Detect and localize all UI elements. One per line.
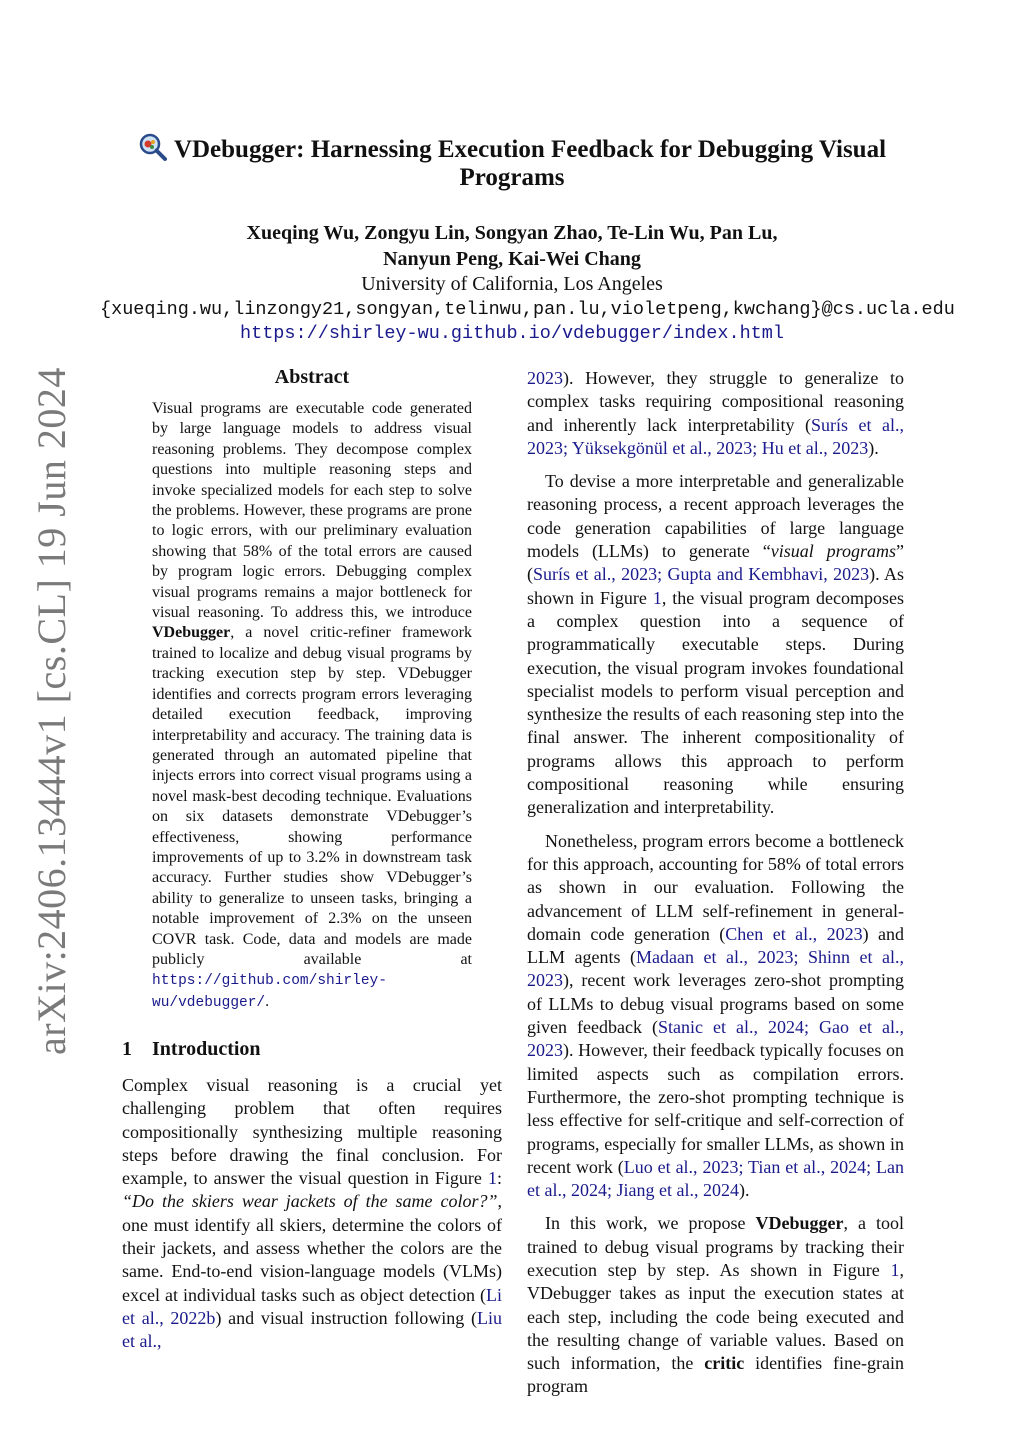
figure-1-ref-3[interactable]: 1: [890, 1259, 900, 1280]
figure-1-ref[interactable]: 1: [487, 1168, 497, 1189]
title-block: [100, 132, 955, 346]
intro-paragraph-1-continued: 2023). However, they struggle to generalize to complex tasks requiring compositional reasoning and inherently lack interpretability (Surís et al., 2023; Yüksekgönül et al., 2023; Hu et al., 2023).: [527, 368, 904, 458]
author-list: Xueqing Wu, Zongyu Lin, Songyan Zhao, Te-Lin Wu, Pan Lu, Nanyun Peng, Kai-Wei Chang: [246, 222, 778, 270]
example-question: “Do the skiers wear jackets of the same color?”: [122, 1191, 498, 1212]
project-url-line: [100, 322, 924, 346]
citation-liu-2023[interactable]: Liu et al.,: [122, 1307, 503, 1352]
critic-bold: critic: [704, 1353, 745, 1374]
intro-paragraph-1: Complex visual reasoning is a crucial yet challenging problem that often requires compositionally synthesizing multiple reasoning steps before drawing the final conclusion. For example, to answer the visual question in Figure 1: “Do the skiers wear jackets of the same color?”, one must identify all skiers, determine the colors of their jackets, and assess whether the colors are the same. End-to-end vision-language models (VLMs) excel at individual tasks such as object detection (Li et al., 2022b) and visual instruction following (Liu et al.,: [122, 1075, 503, 1352]
citation-liu-2023-year[interactable]: 2023: [527, 368, 563, 388]
code-repo-link[interactable]: https://github.com/shirley-wu/vdebugger/: [152, 973, 387, 1011]
section-number: 1: [122, 1038, 132, 1060]
vdebugger-bold: VDebugger: [755, 1213, 844, 1234]
citation-chen-2023[interactable]: Chen et al., 2023: [725, 923, 863, 944]
abstract-section: [152, 366, 472, 1013]
intro-paragraph-2: To devise a more interpretable and generalizable reasoning process, a recent approach leverages the code generation capabilities of large language models (LLMs) to generate “visual programs” (Surís et al., 2023; Gupta and Kembhavi, 2023). As shown in Figure 1, the visual program decomposes a complex question into a sequence of programmatically executable steps. During execution, the visual program invokes foundational specialist models to perform visual perception and synthesize the results of each reasoning step into the final answer. The inherent compositionality of programs allows this approach to perform compositional reasoning while ensuring generalization and interpretability.: [527, 471, 904, 818]
paper-title: VDebugger: Harnessing Execution Feedback for Debugging Visual Programs: [100, 132, 924, 192]
citation-stanic-gao[interactable]: Stanic et al., 2024; Gao et al., 2023: [527, 1017, 904, 1061]
citation-luo-tian-lan-jiang[interactable]: Luo et al., 2023; Tian et al., 2024; Lan et al., 2024; Jiang et al., 2024: [527, 1156, 904, 1201]
visual-programs-term: visual programs: [770, 541, 896, 562]
vdebugger-logo-icon: [138, 132, 168, 162]
citation-li-2022b[interactable]: Li et al., 2022b: [122, 1284, 502, 1328]
citation-suris-gupta[interactable]: Surís et al., 2023; Gupta and Kembhavi, 2023: [533, 564, 870, 585]
citation-madaan-shinn[interactable]: Madaan et al., 2023; Shinn et al., 2023: [527, 947, 904, 991]
intro-paragraph-4: In this work, we propose VDebugger, a tool trained to debug visual programs by tracking their execution step by step. As shown in Figure 1, VDebugger takes as input the execution states at each step, including the code being executed and the resulting change of variable values. Based on such information, the critic identifies fine-grain program: [527, 1213, 904, 1397]
author-emails: {xueqing.wu,linzongy21,songyan,telinwu,pan.lu,violetpeng,kwchang}@cs.ucla.edu: [100, 299, 955, 320]
intro-paragraph-3: Nonetheless, program errors become a bottleneck for this approach, accounting for 58% of total errors as shown in our evaluation. Following the advancement of LLM self-refinement in general-domain code generation (Chen et al., 2023) and LLM agents (Madaan et al., 2023; Shinn et al., 2023), recent work leverages zero-shot prompting of LLMs to debug visual programs based on some given feedback (Stanic et al., 2024; Gao et al., 2023). However, their feedback typically focuses on limited aspects such as compilation errors. Furthermore, the zero-shot prompting technique is less effective for self-critique and self-correction of programs, especially for smaller LLMs, as shown in recent work (Luo et al., 2023; Tian et al., 2024; Lan et al., 2024; Jiang et al., 2024).: [527, 830, 905, 1201]
project-url-link[interactable]: https://shirley-wu.github.io/vdebugger/index.html: [240, 323, 784, 344]
affiliation: University of California, Los Angeles: [361, 273, 663, 295]
abstract-heading: Abstract: [274, 366, 350, 388]
citation-suris-yuksekgonul-hu[interactable]: Surís et al., 2023; Yüksekgönül et al., 2023; Hu et al., 2023: [527, 414, 904, 458]
section-heading-introduction: [122, 1038, 261, 1061]
abstract-text: Visual programs are executable code generated by large language models to address visual reasoning problems. They decompose complex questions into multiple reasoning steps and invoke specialized models for each step to solve the problems. However, these programs are prone to logic errors, with our preliminary evaluation showing that 58% of the total errors are caused by program logic errors. Debugging complex visual programs remains a major bottleneck for visual reasoning. To address this, we introduce VDebugger, a novel critic-refiner framework trained to localize and debug visual programs by tracking execution step by step. VDebugger identifies and corrects program errors leveraging detailed execution feedback, improving interpretability and accuracy. The training data is generated through an automated pipeline that injects errors into correct visual programs using a novel mask-best decoding technique. Evaluations on six datasets demonstrate VDebugger’s effectiveness, showing performance improvements of up to 3.2% in downstream task accuracy. Further studies show VDebugger’s ability to generalize to unseen tasks, bringing a notable improvement of 2.3% on the unseen COVR task. Code, data and models are made publicly available at https://github.com/shirley-wu/vdebugger/.: [152, 400, 472, 1011]
section-title: Introduction: [152, 1038, 261, 1060]
figure-1-ref-2[interactable]: 1: [652, 587, 662, 608]
arxiv-identifier-stamp: arXiv:2406.13444v1 [cs.CL] 19 Jun 2024: [29, 367, 74, 1055]
intro-left-column: [122, 1074, 502, 1364]
abstract-bold-vdebugger: VDebugger: [152, 624, 231, 642]
intro-right-column: [527, 367, 904, 1409]
